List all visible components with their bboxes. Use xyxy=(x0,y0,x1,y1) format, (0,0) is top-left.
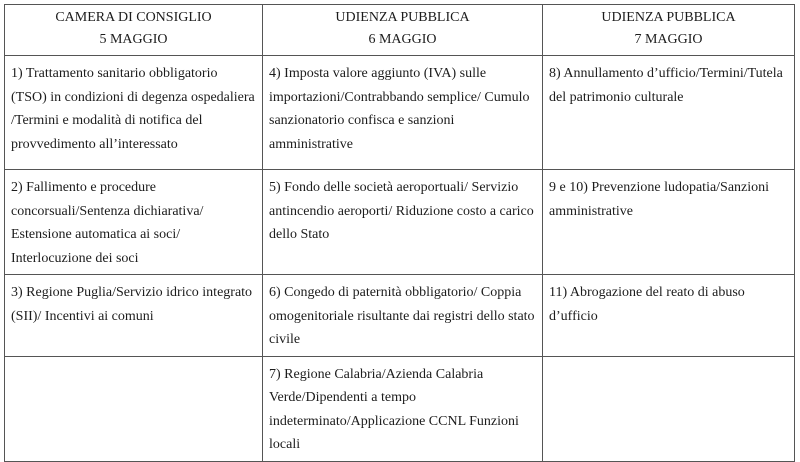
table-cell-empty xyxy=(543,356,795,461)
header-session-type: UDIENZA PUBBLICA xyxy=(335,10,470,25)
header-row xyxy=(5,5,795,56)
header-cell-udienza-6-maggio xyxy=(263,5,543,56)
header-date: 5 MAGGIO xyxy=(99,32,168,47)
table-cell: 5) Fondo delle società aeroportuali/ Servizio antincendio aeroporti/ Riduzione costo a carico dello Stato xyxy=(263,170,543,275)
table-row xyxy=(5,56,795,170)
table-row xyxy=(5,356,795,461)
table-row xyxy=(5,275,795,357)
table-cell: 4) Imposta valore aggiunto (IVA) sulle importazioni/Contrabbando semplice/ Cumulo sanzionatorio confisca e sanzioni amministrative xyxy=(263,56,543,170)
header-date: 6 MAGGIO xyxy=(368,32,437,47)
header-session-type: UDIENZA PUBBLICA xyxy=(601,10,736,25)
table-cell: 6) Congedo di paternità obbligatorio/ Coppia omogenitoriale risultante dai registri dello stato civile xyxy=(263,275,543,357)
hearing-schedule-table xyxy=(4,4,795,462)
header-cell-udienza-7-maggio xyxy=(543,5,795,56)
table-cell: 8) Annullamento d’ufficio/Termini/Tutela del patrimonio culturale xyxy=(543,56,795,170)
table-cell: 7) Regione Calabria/Azienda Calabria Verde/Dipendenti a tempo indeterminato/Applicazione CCNL Funzioni locali xyxy=(263,356,543,461)
header-date: 7 MAGGIO xyxy=(634,32,703,47)
table-cell: 3) Regione Puglia/Servizio idrico integrato (SII)/ Incentivi ai comuni xyxy=(5,275,263,357)
header-session-type: CAMERA DI CONSIGLIO xyxy=(55,10,212,25)
header-cell-camera-di-consiglio xyxy=(5,5,263,56)
table-cell: 11) Abrogazione del reato di abuso d’ufficio xyxy=(543,275,795,357)
table-cell: 1) Trattamento sanitario obbligatorio (TSO) in condizioni di degenza ospedaliera /Termini e modalità di notifica del provvedimento all’interessato xyxy=(5,56,263,170)
table-cell: 2) Fallimento e procedure concorsuali/Sentenza dichiarativa/ Estensione automatica ai soci/ Interlocuzione dei soci xyxy=(5,170,263,275)
table-row xyxy=(5,170,795,275)
table-cell-empty xyxy=(5,356,263,461)
table-cell: 9 e 10) Prevenzione ludopatia/Sanzioni amministrative xyxy=(543,170,795,275)
